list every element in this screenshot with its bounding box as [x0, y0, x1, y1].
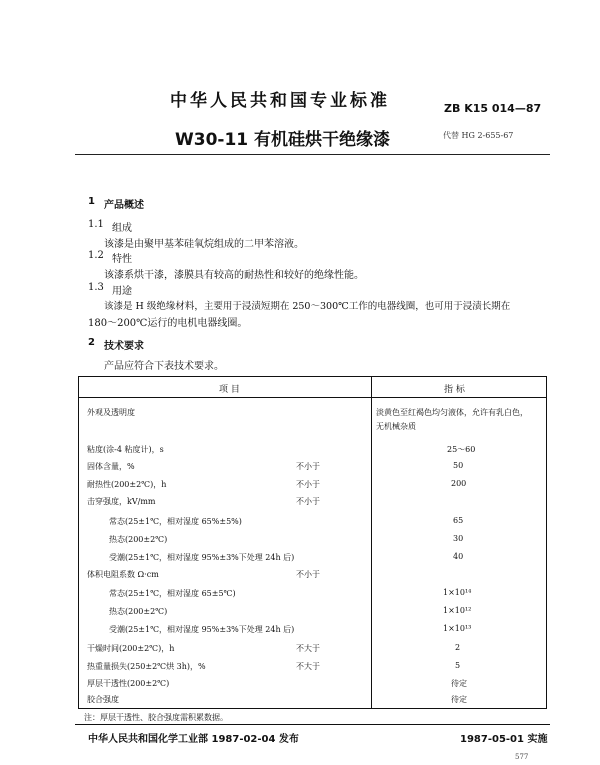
table-row-value: 1×10¹²	[443, 606, 472, 615]
standard-code: ZB K15 014—87	[444, 102, 542, 115]
table-row-item: 外观及透明度	[87, 408, 135, 417]
table-row-value: 50	[453, 461, 464, 470]
table-row-item: 受潮(25±1℃，相对湿度 95%±3%下处理 24h 后)	[109, 625, 295, 634]
section-1-1-number: 1.1	[88, 219, 104, 230]
table-row-value: 2	[455, 643, 461, 652]
table-note: 注：厚层干透性、胶合强度需积累数据。	[84, 713, 228, 722]
section-2-body: 产品应符合下表技术要求。	[104, 361, 224, 372]
table-row-item: 体积电阻系数 Ω·cm	[87, 570, 159, 579]
table-row-item: 固体含量，%	[87, 462, 135, 471]
table-row-condition: 不小于	[296, 462, 320, 471]
table-row-value: 1×10¹⁴	[443, 588, 472, 597]
table-row-value: 待定	[451, 679, 467, 688]
table-row-condition: 不小于	[296, 570, 320, 579]
section-2-title: 技术要求	[104, 341, 144, 352]
requirements-table	[78, 376, 547, 709]
table-header-index: 指 标	[444, 385, 465, 395]
section-1-title: 产品概述	[104, 200, 144, 211]
table-column-divider	[371, 377, 372, 708]
header-rule	[75, 154, 550, 155]
section-1-3-title: 用途	[112, 286, 132, 297]
standard-title: 中华人民共和国专业标准	[170, 91, 390, 111]
section-1-1-body: 该漆是由聚甲基苯硅氧烷组成的二甲苯溶液。	[104, 239, 304, 250]
section-1-2-title: 特性	[112, 254, 132, 265]
table-row-item: 厚层干透性(200±2℃)	[87, 679, 170, 688]
table-row-item: 热重量损失(250±2℃烘 3h)，%	[87, 662, 206, 671]
table-row-value: 25～60	[447, 445, 476, 454]
section-1-3-number: 1.3	[88, 282, 104, 293]
document-title: W30-11 有机硅烘干绝缘漆	[175, 130, 391, 150]
table-row-value: 待定	[451, 695, 467, 704]
table-header-item: 项 目	[219, 385, 240, 395]
table-row-item: 受潮(25±1℃，相对湿度 95%±3%下处理 24h 后)	[109, 553, 295, 562]
table-row-value: 1×10¹³	[443, 624, 472, 633]
table-row-value: 200	[451, 479, 467, 488]
table-row-item: 热态(200±2℃)	[109, 535, 168, 544]
table-row-item: 干燥时间(200±2℃)，h	[87, 644, 175, 653]
table-row-condition: 不小于	[296, 497, 320, 506]
section-1-number: 1	[88, 196, 95, 207]
effective-date: 1987-05-01 实施	[460, 734, 548, 745]
table-row-value: 40	[453, 552, 464, 561]
footer-rule	[75, 724, 550, 725]
table-row-value: 淡黄色至红褐色均匀液体，允许有乳白色，	[376, 408, 528, 417]
section-2-number: 2	[88, 337, 95, 348]
table-row-item: 常态(25±1℃，相对湿度 65±5℃)	[109, 589, 236, 598]
table-row-value: 65	[453, 516, 464, 525]
table-row-condition: 不大于	[296, 662, 320, 671]
table-row-item: 胶合强度	[87, 695, 119, 704]
table-row-item: 常态(25±1℃，相对湿度 65%±5%)	[109, 517, 242, 526]
table-row-value: 30	[453, 534, 464, 543]
table-row-item: 击穿强度，kV/mm	[87, 497, 156, 506]
page-number: 577	[515, 753, 529, 761]
section-1-1-title: 组成	[112, 223, 132, 234]
publisher-line: 中华人民共和国化学工业部 1987-02-04 发布	[88, 734, 299, 745]
table-row-item: 热态(200±2℃)	[109, 607, 168, 616]
section-1-3-body-line1: 该漆是 H 级绝缘材料，主要用于浸渍短期在 250～300℃工作的电器线圈，也可用于浸渍长期在	[104, 301, 511, 312]
table-row-condition: 不大于	[296, 644, 320, 653]
table-row-condition: 不小于	[296, 480, 320, 489]
section-1-2-body: 该漆系烘干漆，漆膜具有较高的耐热性和较好的绝缘性能。	[104, 270, 364, 281]
table-row-value: 5	[455, 661, 461, 670]
table-row-item: 粘度(涂-4 粘度计)，s	[87, 445, 164, 454]
table-row-value-line2: 无机械杂质	[376, 422, 416, 431]
section-1-2-number: 1.2	[88, 250, 104, 261]
table-row-item: 耐热性(200±2℃)，h	[87, 480, 167, 489]
table-header-divider	[79, 397, 546, 398]
section-1-3-body-line2: 180～200℃运行的电机电器线圈。	[88, 318, 248, 329]
replace-code: 代替 HG 2-655-67	[443, 131, 514, 140]
